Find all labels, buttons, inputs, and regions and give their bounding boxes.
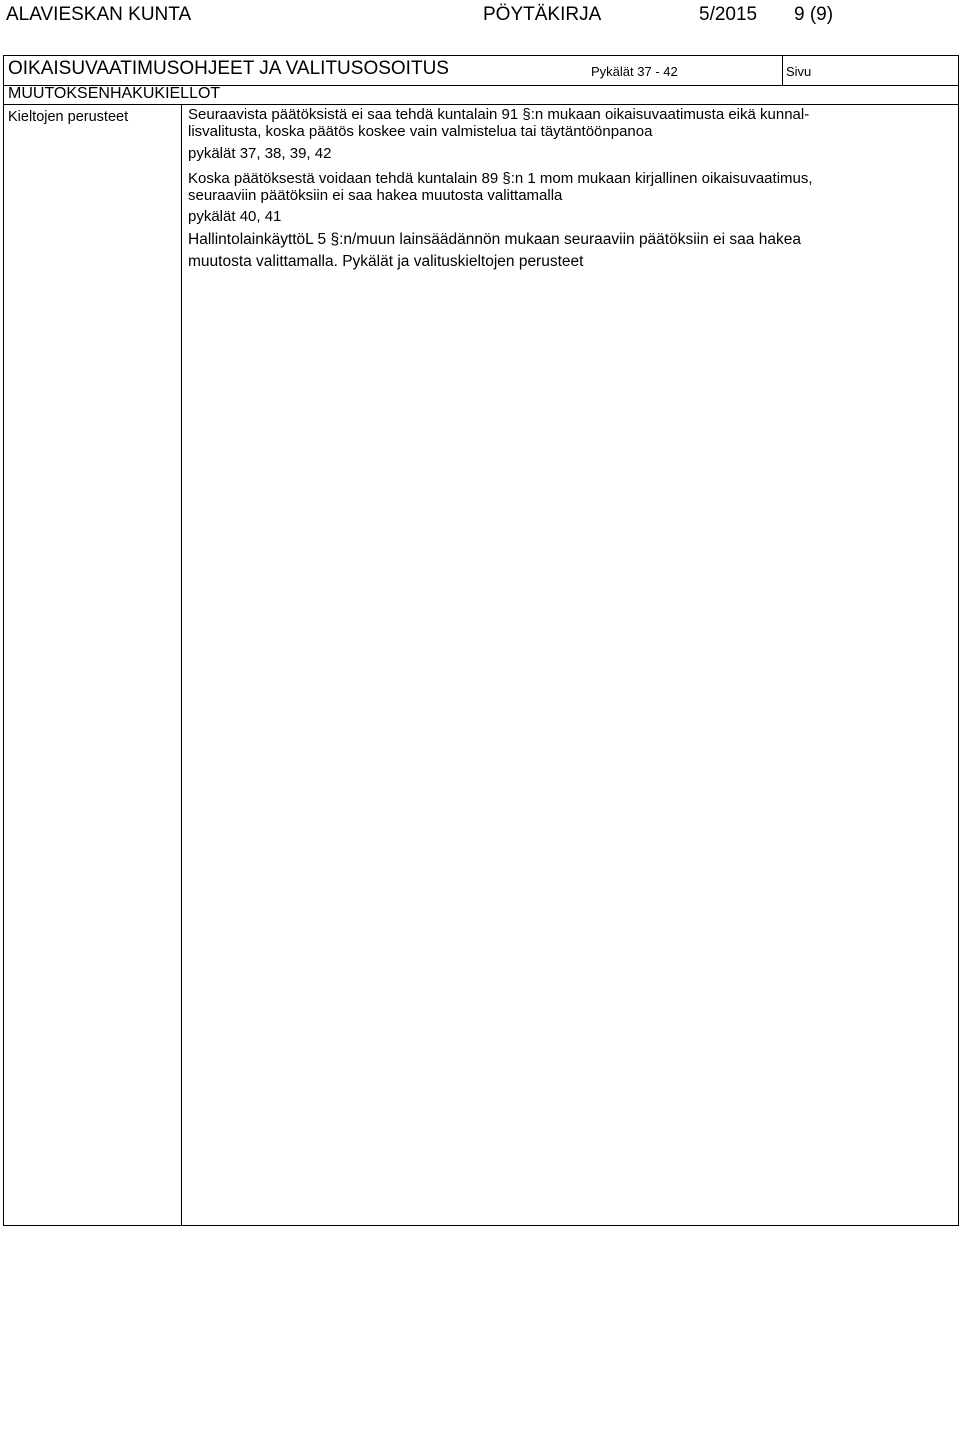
frame-right — [958, 55, 959, 1226]
session-number: 5/2015 — [699, 4, 758, 25]
kieltojen-perusteet-label: Kieltojen perusteet — [8, 109, 129, 125]
kielto-text: Seuraavista päätöksistä ei saa tehdä kuntalain 91 §:n mukaan oikaisuvaatimusta eikä kunnal- lisvalitusta, koska päätös koskee vain valmistelua tai täytäntöönpanoa — [188, 106, 810, 140]
frame-bottom — [3, 1225, 959, 1226]
kielto-sections-2: pykälät 40, 41 — [188, 208, 282, 225]
frame-left — [3, 55, 4, 1226]
muutoksenhakukiellot-heading: MUUTOKSENHAKUKIELLOT — [8, 85, 221, 102]
section-line — [3, 104, 959, 105]
frame-top — [3, 55, 959, 56]
kielto-text-2: Koska päätöksestä voidaan tehdä kuntalain 89 §:n 1 mom mukaan kirjallinen oikaisuvaatimus, seuraaviin päätöksiin ei saa hakea muutosta valittamalla — [188, 170, 813, 204]
kielto-text-3: HallintolainkäyttöL 5 §:n/muun lainsäädännön mukaan seuraaviin päätöksiin ei saa hakea muutosta valittamalla. Pykälät ja valituskieltojen perusteet — [188, 231, 801, 270]
label-column-divider — [181, 104, 182, 1225]
page-number: 9 (9) — [794, 4, 834, 25]
kielto-sections-1: pykälät 37, 38, 39, 42 — [188, 145, 332, 162]
doc-type: PÖYTÄKIRJA — [483, 4, 602, 25]
org-name: ALAVIESKAN KUNTA — [6, 4, 192, 25]
title-sections: Pykälät 37 - 42 — [591, 64, 678, 79]
page-label: Sivu — [786, 64, 812, 79]
title-divider — [782, 55, 783, 85]
document-title: OIKAISUVAATIMUSOHJEET JA VALITUSOSOITUS — [8, 58, 449, 79]
